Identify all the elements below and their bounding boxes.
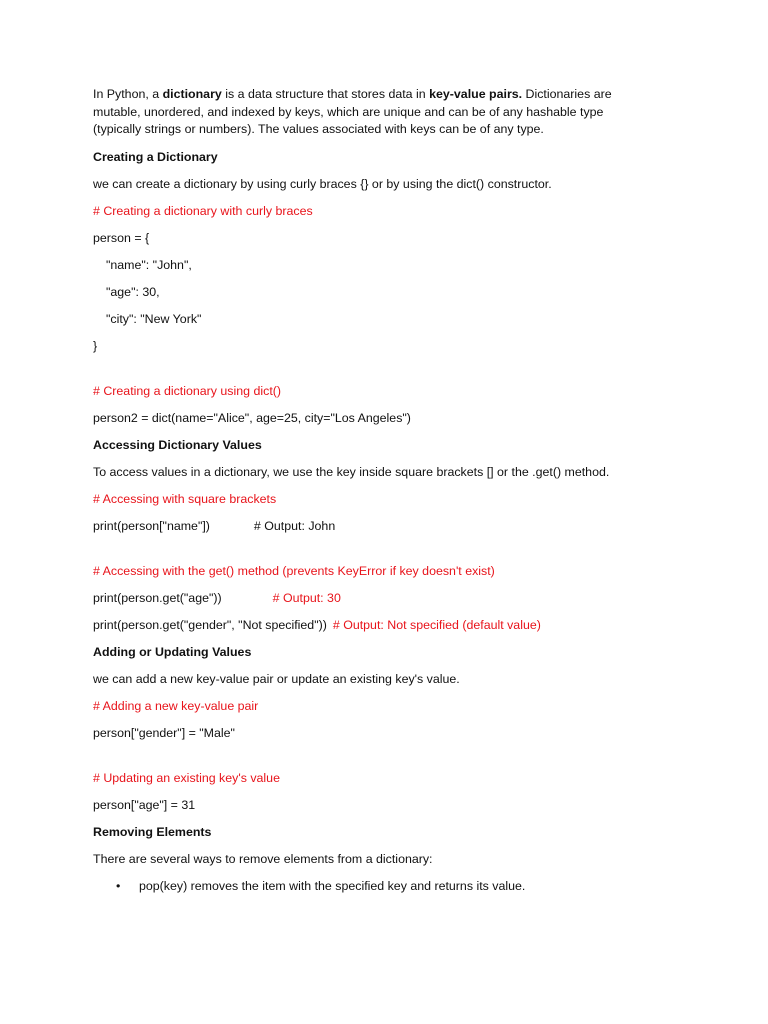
code-line [93, 518, 638, 535]
code-line: } [93, 338, 98, 353]
heading-removing-elements: Removing Elements [93, 824, 212, 839]
code-line: "city": "New York" [106, 311, 202, 326]
list-item-text: pop(key) removes the item with the specified key and returns its value. [139, 878, 526, 893]
accessing-description: To access values in a dictionary, we use the key inside square brackets [] or the .get() method. [93, 464, 610, 479]
code-text: print(person.get("age")) [93, 590, 222, 605]
code-line [93, 590, 638, 607]
code-line [93, 617, 638, 634]
bullet-icon: • [116, 878, 121, 893]
code-comment: # Updating an existing key's value [93, 770, 280, 785]
heading-accessing-values: Accessing Dictionary Values [93, 437, 262, 452]
removing-description: There are several ways to remove elements from a dictionary: [93, 851, 433, 866]
inline-comment: # Output: John [253, 518, 336, 533]
heading-creating-dictionary: Creating a Dictionary [93, 149, 218, 164]
code-line: "age": 30, [106, 284, 160, 299]
list-item [93, 878, 638, 895]
code-comment: # Accessing with square brackets [93, 491, 277, 506]
intro-bold-dictionary: dictionary [162, 87, 222, 101]
code-comment: # Adding a new key-value pair [93, 698, 259, 713]
spacer [93, 365, 638, 383]
code-line: person["gender"] = "Male" [93, 725, 235, 740]
code-line: "name": "John", [106, 257, 192, 272]
inline-comment: # Output: Not specified (default value) [332, 617, 541, 632]
code-text: print(person["name"]) [93, 518, 210, 533]
intro-text-1: In Python, a [93, 87, 163, 101]
spacer [93, 545, 638, 563]
code-line: person["age"] = 31 [93, 797, 196, 812]
code-comment: # Creating a dictionary using dict() [93, 383, 282, 398]
heading-adding-updating: Adding or Updating Values [93, 644, 252, 659]
intro-text-3: Dictionaries are mutable, unordered, and indexed by keys, which are unique and can be of any hashable type (typically strings or numbers). The values associated with keys can be of any type. [93, 87, 612, 136]
code-line: person = { [93, 230, 150, 245]
code-comment: # Creating a dictionary with curly braces [93, 203, 313, 218]
code-comment: # Accessing with the get() method (prevents KeyError if key doesn't exist) [93, 563, 495, 578]
document-page [93, 86, 638, 905]
intro-text-2: is a data structure that stores data in [221, 87, 430, 101]
code-text: print(person.get("gender", "Not specified")) [93, 617, 327, 632]
code-line: person2 = dict(name="Alice", age=25, city="Los Angeles") [93, 410, 411, 425]
intro-bold-key-value: key-value pairs. [429, 87, 523, 101]
spacer [93, 752, 638, 770]
creating-description: we can create a dictionary by using curly braces {} or by using the dict() constructor. [93, 176, 552, 191]
intro-paragraph [93, 86, 638, 139]
inline-comment: # Output: 30 [272, 590, 341, 605]
adding-description: we can add a new key-value pair or update an existing key's value. [93, 671, 460, 686]
